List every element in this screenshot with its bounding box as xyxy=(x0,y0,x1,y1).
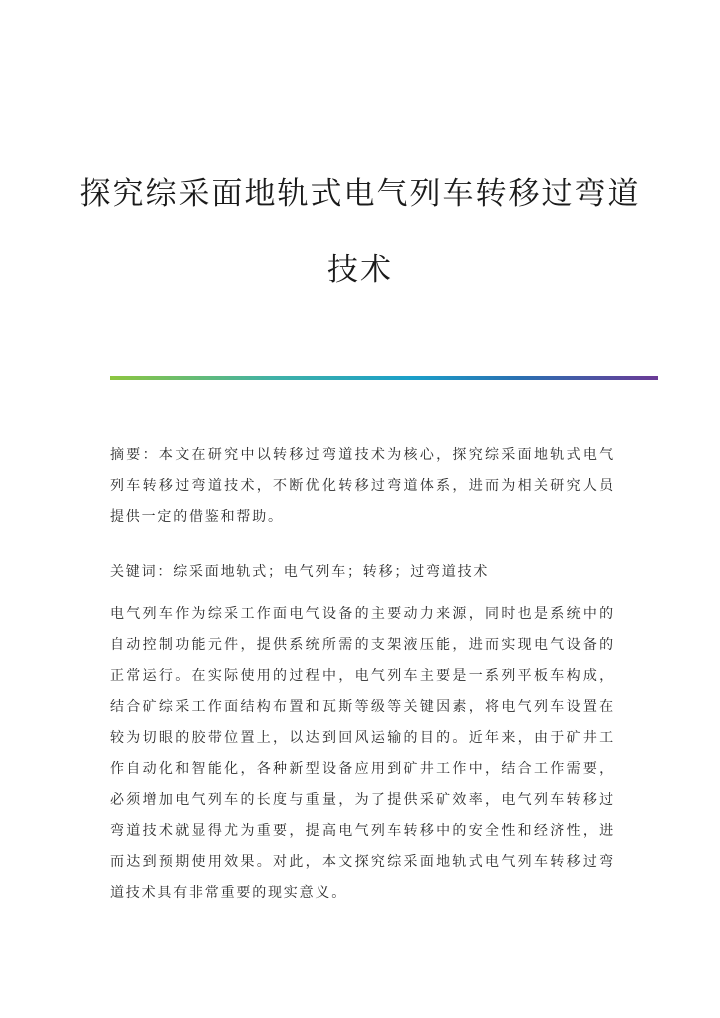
abstract-paragraph: 摘要：本文在研究中以转移过弯道技术为核心，探究综采面地轨式电气列车转移过弯道技术，不断优化转移过弯道体系，进而为相关研究人员提供一定的借鉴和帮助。 xyxy=(110,447,615,525)
document-title-line-1: 探究综采面地轨式电气列车转移过弯道 xyxy=(79,176,641,212)
document-title-line-2: 技术 xyxy=(327,252,393,288)
keywords-line: 关键词：综采面地轨式；电气列车；转移；过弯道技术 xyxy=(110,564,490,580)
body-paragraph: 电气列车作为综采工作面电气设备的主要动力来源，同时也是系统中的自动控制功能元件，提供系统所需的支架液压能，进而实现电气设备的正常运行。在实际使用的过程中，电气列车主要是一系列平板车构成，结合矿综采工作面结构布置和瓦斯等级等关键因素，将电气列车设置在较为切眼的胶带位置上，以达到回风运输的目的。近年来，由于矿井工作自动化和智能化，各种新型设备应用到矿井工作中，结合工作需要，必须增加电气列车的长度与重量，为了提供采矿效率，电气列车转移过弯道技术就显得尤为重要，提高电气列车转移中的安全性和经济性，进而达到预期使用效果。对此，本文探究综采面地轨式电气列车转移过弯道技术具有非常重要的现实意义。 xyxy=(110,606,615,901)
title-divider xyxy=(110,376,658,380)
